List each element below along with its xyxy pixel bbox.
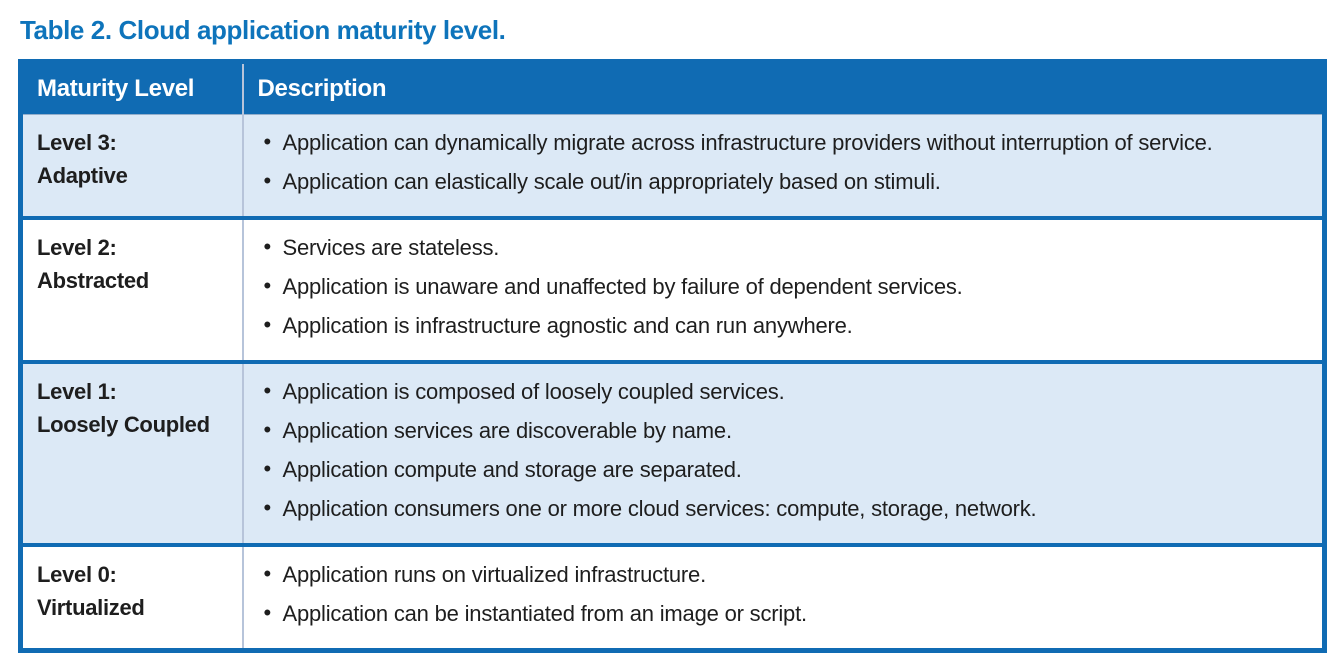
description-bullet: • Application services are discoverable by name. bbox=[262, 418, 1311, 444]
table-row bbox=[21, 218, 1325, 362]
description-bullet: • Application runs on virtualized infrastructure. bbox=[262, 562, 1311, 588]
maturity-level-label: Level 2: bbox=[37, 235, 117, 260]
description-bullet: • Application is unaware and unaffected by failure of dependent services. bbox=[262, 274, 1311, 300]
description-list bbox=[262, 379, 1311, 522]
description-bullet: • Services are stateless. bbox=[262, 235, 1311, 261]
maturity-level-cell bbox=[21, 362, 243, 545]
description-list bbox=[262, 562, 1311, 627]
description-cell bbox=[243, 115, 1325, 219]
maturity-level-cell bbox=[21, 115, 243, 219]
maturity-level-name: Abstracted bbox=[37, 268, 149, 293]
maturity-level-cell bbox=[21, 545, 243, 651]
table-row bbox=[21, 362, 1325, 545]
table-row bbox=[21, 115, 1325, 219]
description-cell bbox=[243, 362, 1325, 545]
description-bullet: • Application can be instantiated from an image or script. bbox=[262, 601, 1311, 627]
col-header-maturity-level: Maturity Level bbox=[21, 62, 243, 115]
maturity-level-name: Virtualized bbox=[37, 595, 145, 620]
maturity-level-label: Level 0: bbox=[37, 562, 117, 587]
description-bullet: • Application consumers one or more cloud services: compute, storage, network. bbox=[262, 496, 1311, 522]
description-bullet: • Application is composed of loosely coupled services. bbox=[262, 379, 1311, 405]
maturity-level-label: Level 1: bbox=[37, 379, 117, 404]
maturity-level-name: Loosely Coupled bbox=[37, 412, 210, 437]
description-list bbox=[262, 130, 1311, 195]
page bbox=[0, 15, 1341, 626]
description-bullet: • Application compute and storage are separated. bbox=[262, 457, 1311, 483]
description-bullet: • Application can dynamically migrate across infrastructure providers without interruption of service. bbox=[262, 130, 1311, 156]
description-bullet: • Application is infrastructure agnostic and can run anywhere. bbox=[262, 313, 1311, 339]
description-cell bbox=[243, 545, 1325, 651]
header-row bbox=[21, 62, 1325, 115]
maturity-level-cell bbox=[21, 218, 243, 362]
maturity-level-label: Level 3: bbox=[37, 130, 117, 155]
description-bullet: • Application can elastically scale out/in appropriately based on stimuli. bbox=[262, 169, 1311, 195]
table-row bbox=[21, 545, 1325, 651]
maturity-level-name: Adaptive bbox=[37, 163, 128, 188]
col-header-description: Description bbox=[243, 62, 1325, 115]
maturity-table bbox=[18, 59, 1327, 653]
table-caption: Table 2. Cloud application maturity level. bbox=[20, 15, 506, 45]
description-list bbox=[262, 235, 1311, 339]
description-cell bbox=[243, 218, 1325, 362]
table-body bbox=[21, 115, 1325, 651]
